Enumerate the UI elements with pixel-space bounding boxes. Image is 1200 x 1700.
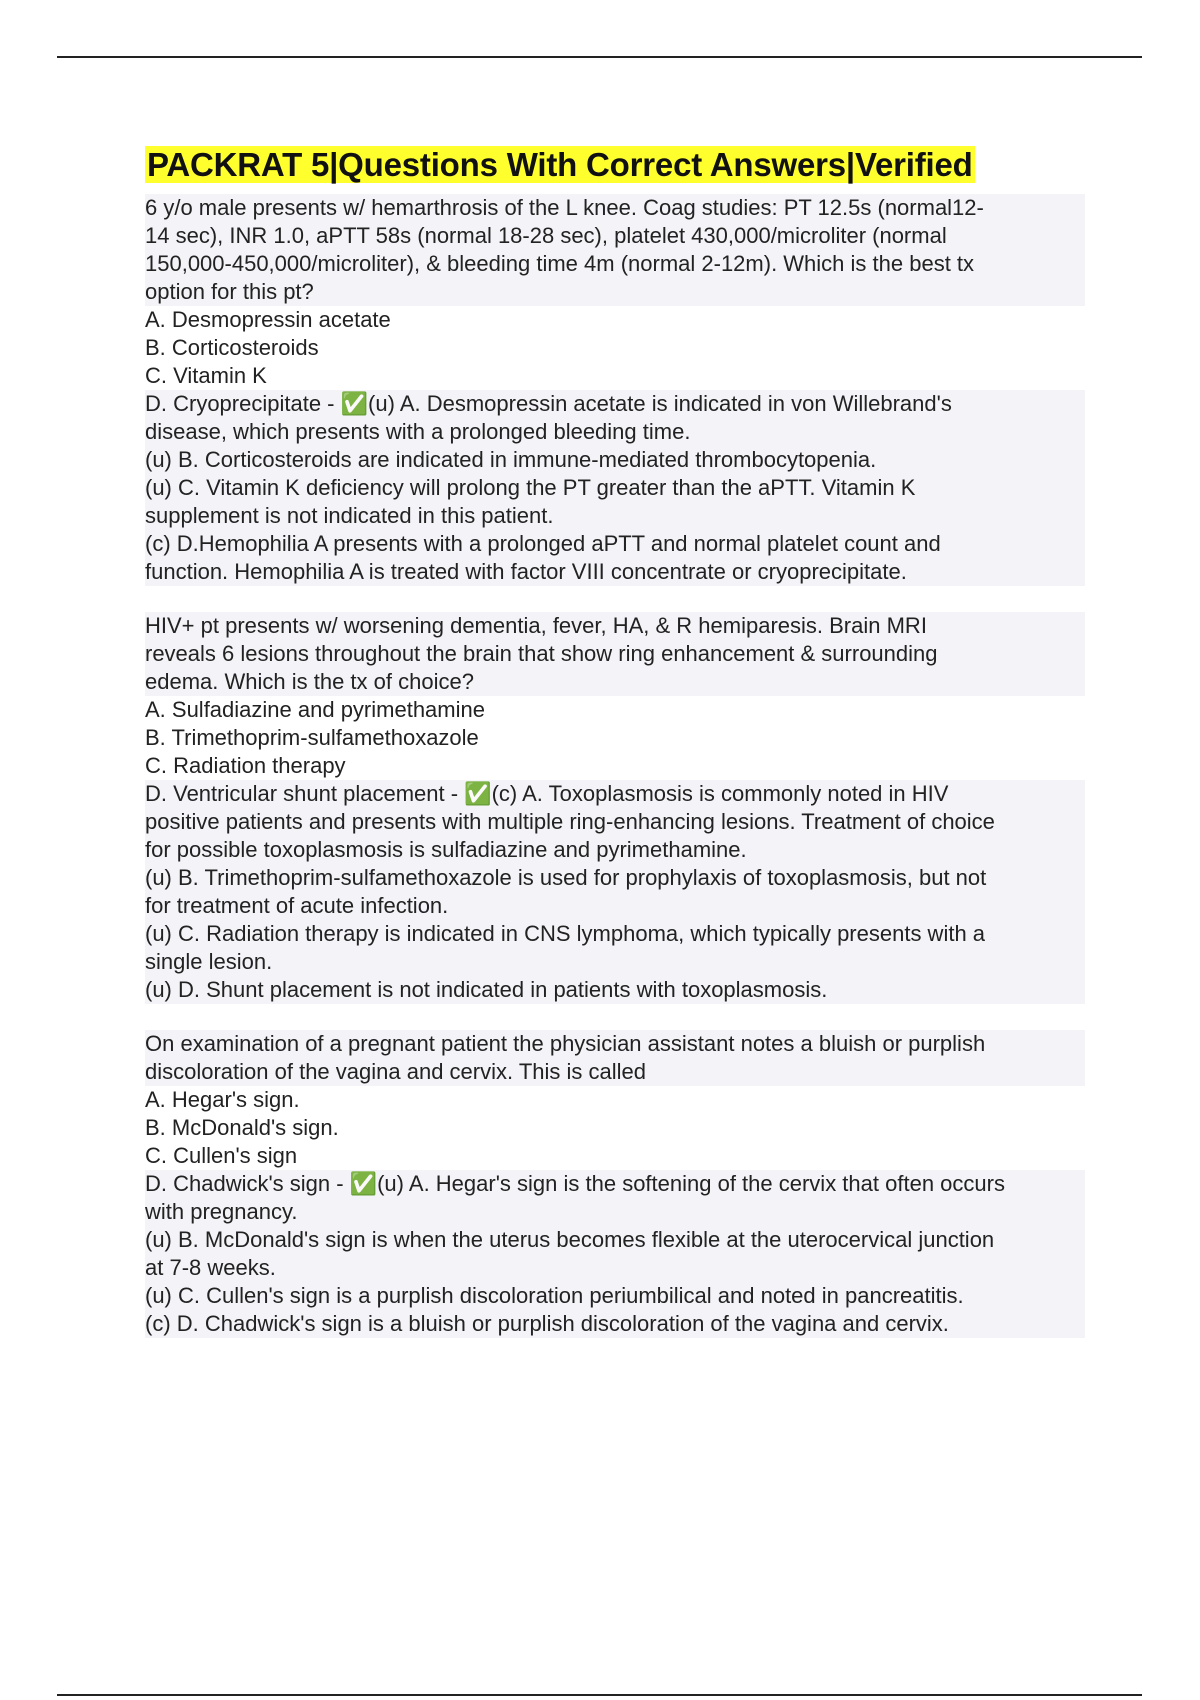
answer-line: (u) A. Desmopressin acetate is indicated in von Willebrand's [368,391,952,416]
spacer [145,1004,1085,1030]
question-block-3 [145,1030,1085,1338]
check-icon: ✅ [464,781,492,806]
option-a: A. Hegar's sign. [145,1087,300,1112]
answer-line: (u) D. Shunt placement is not indicated in patients with toxoplasmosis. [145,976,1085,1004]
option-d: D. Chadwick's sign - [145,1171,350,1196]
answer-line: for possible toxoplasmosis is sulfadiazine and pyrimethamine. [145,836,1085,864]
option-b: B. Trimethoprim-sulfamethoxazole [145,725,479,750]
answer-line: supplement is not indicated in this patient. [145,502,1085,530]
answer-line: with pregnancy. [145,1198,1085,1226]
option-d: D. Cryoprecipitate - [145,391,341,416]
question-stem-line: option for this pt? [145,278,1085,306]
question-stem-line: edema. Which is the tx of choice? [145,668,1085,696]
answer-line: (c) A. Toxoplasmosis is commonly noted in HIV [491,781,949,806]
top-rule [57,56,1142,58]
question-stem-line: discoloration of the vagina and cervix. This is called [145,1058,1085,1086]
option-c: C. Cullen's sign [145,1143,298,1168]
spacer [145,586,1085,612]
question-stem-line: HIV+ pt presents w/ worsening dementia, fever, HA, & R hemiparesis. Brain MRI [145,612,1085,640]
answer-line: single lesion. [145,948,1085,976]
question-block-1 [145,194,1085,586]
answer-line: (u) A. Hegar's sign is the softening of the cervix that often occurs [377,1171,1005,1196]
answer-line: for treatment of acute infection. [145,892,1085,920]
option-b: B. McDonald's sign. [145,1115,339,1140]
option-a: A. Sulfadiazine and pyrimethamine [145,697,485,722]
option-b: B. Corticosteroids [145,335,319,360]
question-stem-line: reveals 6 lesions throughout the brain that show ring enhancement & surrounding [145,640,1085,668]
check-icon: ✅ [340,391,369,416]
answer-line: function. Hemophilia A is treated with factor VIII concentrate or cryoprecipitate. [145,558,1085,586]
title-line [145,145,1085,192]
answer-line: (u) B. Corticosteroids are indicated in immune-mediated thrombocytopenia. [145,446,1085,474]
bottom-rule [57,1694,1142,1696]
option-a: A. Desmopressin acetate [145,307,391,332]
answer-line: (u) B. Trimethoprim-sulfamethoxazole is used for prophylaxis of toxoplasmosis, but not [145,864,1085,892]
answer-line: positive patients and presents with multiple ring-enhancing lesions. Treatment of choice [145,808,1085,836]
answer-line: (u) C. Vitamin K deficiency will prolong the PT greater than the aPTT. Vitamin K [145,474,1085,502]
question-stem-line: 6 y/o male presents w/ hemarthrosis of the L knee. Coag studies: PT 12.5s (normal12- [145,194,1085,222]
document-body [145,145,1085,1338]
option-c: C. Vitamin K [145,363,267,388]
option-d-with-answer [145,1170,1085,1198]
question-stem-line: 14 sec), INR 1.0, aPTT 58s (normal 18-28 sec), platelet 430,000/microliter (normal [145,222,1085,250]
answer-line: at 7-8 weeks. [145,1254,1085,1282]
check-icon: ✅ [349,1171,378,1196]
answer-line: (u) C. Radiation therapy is indicated in CNS lymphoma, which typically presents with a [145,920,1085,948]
answer-line: (u) B. McDonald's sign is when the uterus becomes flexible at the uterocervical junction [145,1226,1085,1254]
option-d-with-answer [145,390,1085,418]
answer-line: (u) C. Cullen's sign is a purplish discoloration periumbilical and noted in pancreatitis. [145,1282,1085,1310]
question-stem-line: On examination of a pregnant patient the physician assistant notes a bluish or purplish [145,1030,1085,1058]
option-d: D. Ventricular shunt placement - [145,781,465,806]
answer-line: disease, which presents with a prolonged bleeding time. [145,418,1085,446]
option-d-with-answer [145,780,1085,808]
question-block-2 [145,612,1085,1004]
answer-line: (c) D. Chadwick's sign is a bluish or purplish discoloration of the vagina and cervix. [145,1310,1085,1338]
question-stem-line: 150,000-450,000/microliter), & bleeding time 4m (normal 2-12m). Which is the best tx [145,250,1085,278]
page-title: PACKRAT 5|Questions With Correct Answers|Verified [147,146,973,183]
answer-line: (c) D.Hemophilia A presents with a prolonged aPTT and normal platelet count and [145,530,1085,558]
option-c: C. Radiation therapy [145,753,346,778]
